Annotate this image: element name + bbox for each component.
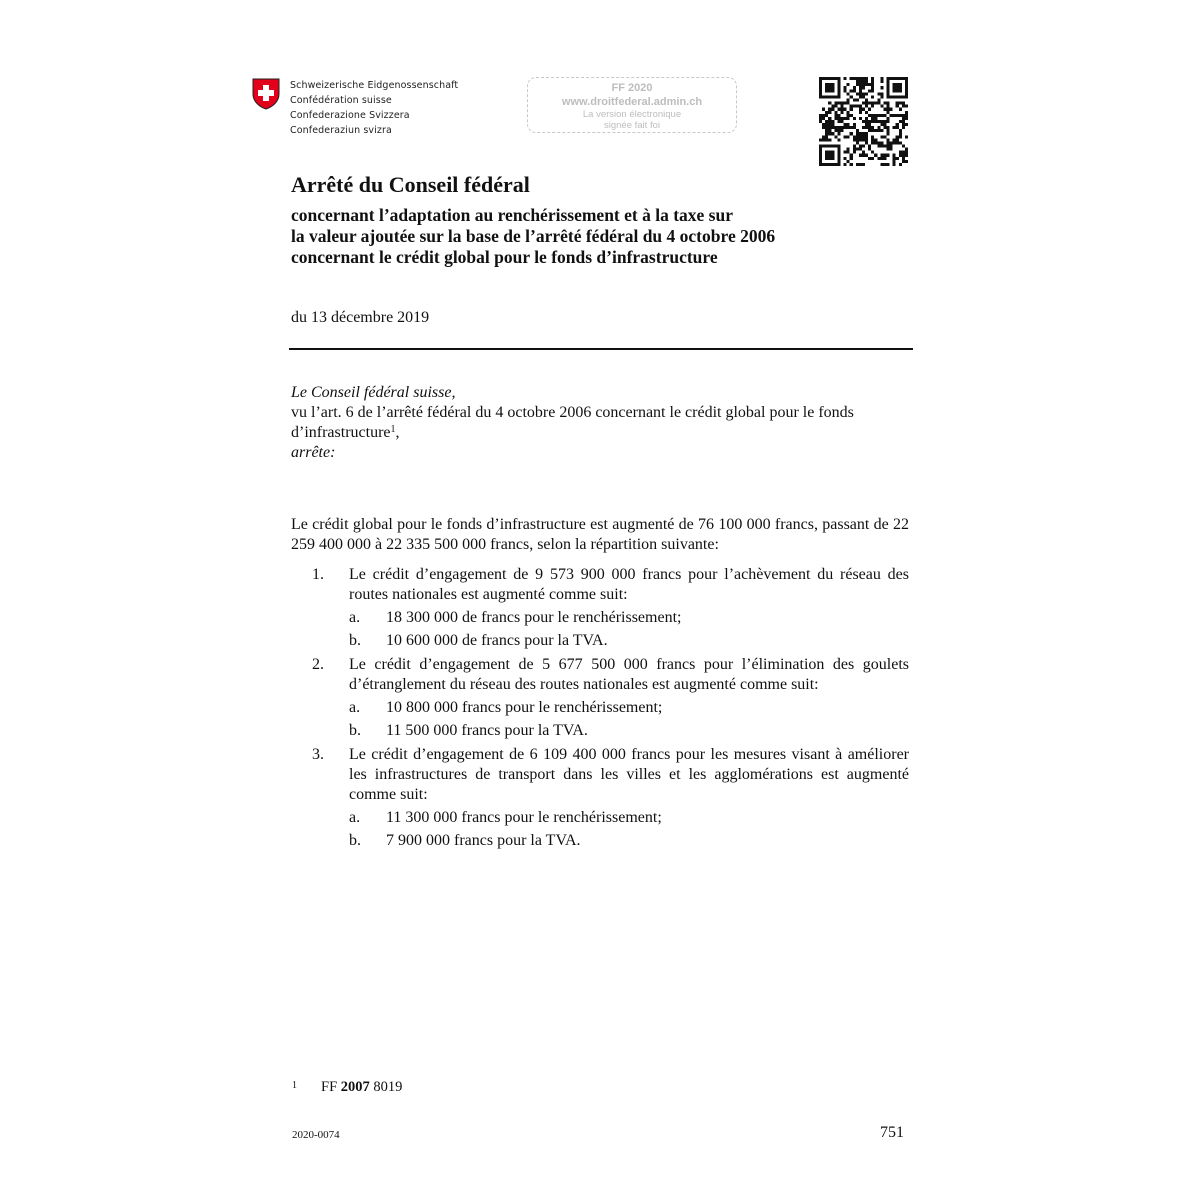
stamp-url: www.droitfederal.admin.ch	[561, 96, 703, 108]
stamp-note-2: signée fait foi	[604, 120, 660, 131]
sub-item: a. 18 300 000 de francs pour le renchérissement;	[349, 609, 682, 626]
confederation-line-rm: Confederaziun svizra	[290, 125, 392, 136]
page-number: 751	[880, 1124, 904, 1141]
intro-paragraph: Le crédit global pour le fonds d’infrastructure est augmenté de 76 100 000 francs, passant de 22 259 400 000 à 22 335 500 000 francs, selon la répartition suivante:	[291, 516, 909, 553]
subtitle-line: concernant le crédit global pour le fonds d’infrastructure	[291, 247, 718, 267]
footnote: $^1$ FF 2007 8019	[292, 1079, 403, 1095]
stamp-reference: FF 2020	[611, 82, 653, 94]
sub-item: a. 11 300 000 francs pour le renchérissement;	[349, 809, 662, 826]
subtitle-line: concernant l’adaptation au renchérissement et à la taxe sur	[291, 205, 733, 225]
subtitle-line: la valeur ajoutée sur la base de l’arrêté fédéral du 4 octobre 2006	[291, 226, 776, 246]
credit-list	[291, 565, 909, 855]
document-number: 2020-0074	[292, 1129, 340, 1141]
stamp-note-1: La version électronique	[582, 109, 682, 120]
decree-date: du 13 décembre 2019	[291, 309, 430, 326]
confederation-name	[290, 78, 458, 138]
preamble	[291, 383, 906, 463]
item-text: Le crédit d’engagement de 5 677 500 000 francs pour l’élimination des goulets d’étranglement du réseau des routes nationales est augmenté comme suit:	[349, 656, 909, 693]
sub-item: b. 11 500 000 francs pour la TVA.	[349, 722, 588, 739]
swiss-coat-of-arms-icon	[252, 78, 280, 110]
item-text: Le crédit d’engagement de 6 109 400 000 francs pour les mesures visant à améliorer les infrastructures de transport dans les villes et les agglomérations est augmenté comme suit:	[349, 746, 909, 803]
publication-stamp	[527, 77, 737, 133]
list-item	[291, 565, 909, 651]
sub-item: a. 10 800 000 francs pour le renchérissement;	[349, 699, 663, 716]
confederation-line-it: Confederazione Svizzera	[290, 110, 410, 121]
preamble-considering: vu l’art. 6 de l’arrêté fédéral du 4 octobre 2006 concernant le crédit global pour le fonds d’infrastructure$^1$,	[291, 404, 854, 441]
footnote-number: 1	[292, 1080, 297, 1091]
list-item	[291, 745, 909, 851]
confederation-line-de: Schweizerische Eidgenossenschaft	[290, 80, 459, 91]
sub-item: b. 10 600 000 de francs pour la TVA.	[349, 632, 608, 649]
preamble-authority: Le Conseil fédéral suisse,	[291, 384, 456, 401]
item-number: 3.	[312, 746, 324, 763]
item-number: 1.	[312, 566, 324, 583]
qr-code-icon	[819, 77, 908, 166]
confederation-line-fr: Confédération suisse	[290, 95, 392, 106]
item-number: 2.	[312, 656, 324, 673]
document-title: Arrêté du Conseil fédéral	[291, 172, 530, 197]
footnote-year: 2007	[340, 1079, 370, 1095]
item-text: Le crédit d’engagement de 9 573 900 000 francs pour l’achèvement du réseau des routes nationales est augmenté comme suit:	[349, 566, 909, 603]
footnote-reference: 1	[390, 424, 396, 435]
document-subtitle	[291, 205, 775, 268]
sub-item: b. 7 900 000 francs pour la TVA.	[349, 832, 581, 849]
list-item	[291, 655, 909, 741]
title-divider	[289, 348, 913, 350]
preamble-decrees: arrête:	[291, 444, 336, 461]
